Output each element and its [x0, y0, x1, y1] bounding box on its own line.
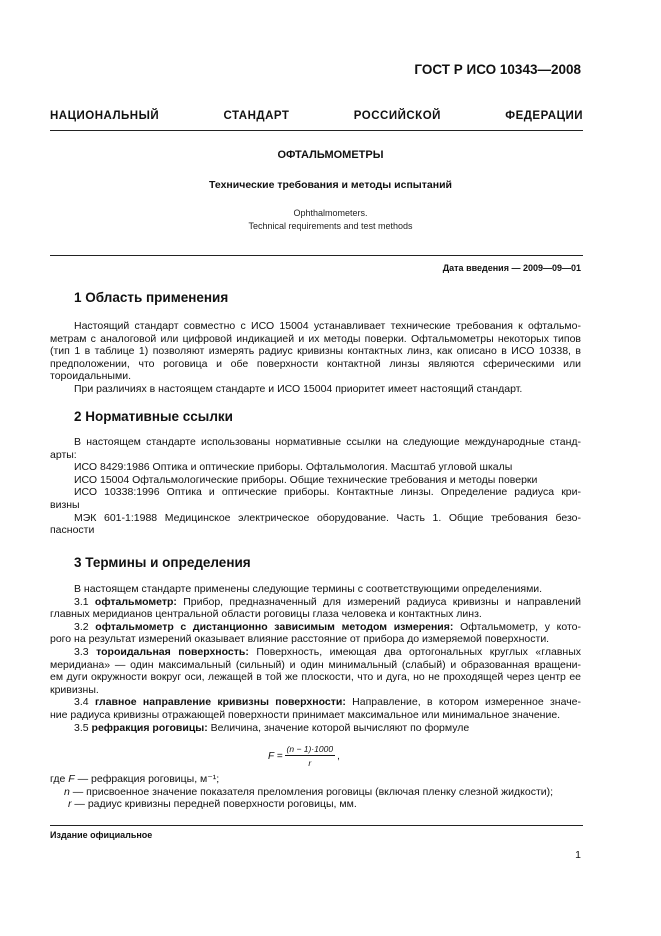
document-subtitle: Технические требования и методы испытаний — [209, 179, 452, 191]
term-number: 3.4 — [74, 696, 89, 709]
reference-item: ИСО 15004 Офтальмологические приборы. Общие технические требования и методы поверки — [74, 473, 538, 486]
term-text: Офтальмометр, у кото- — [460, 620, 582, 633]
text-line: При различиях в настоящем стандарте и ИСО 15004 приоритет имеет настоящий стандарт. — [74, 382, 523, 395]
term-number: 3.1 — [74, 595, 89, 608]
standard-code: ГОСТ Р ИСО 10343—2008 — [414, 62, 581, 77]
edition-note: Издание официальное — [50, 830, 153, 840]
reference-item: МЭК 601-1:1988 Медицинское электрическое оборудование. Часть 1. Общие требования безо- — [74, 511, 581, 524]
english-title-line: Ophthalmometers. — [293, 208, 368, 218]
term-definition — [50, 722, 581, 735]
term-text: Поверхность, имеющая два ортогональных круглых «главных — [256, 645, 581, 658]
legend-text: — радиус кривизны передней поверхности роговицы, мм. — [74, 798, 357, 811]
term-number: 3.5 — [74, 721, 89, 734]
term-definition — [50, 596, 581, 609]
legend-prefix: где — [50, 773, 66, 785]
legend-text: — рефракция роговицы, м⁻¹; — [77, 773, 220, 785]
paragraph — [50, 436, 581, 537]
legend-item — [50, 773, 581, 786]
text-line: предположении, что роговица и обе поверхности контактной линзы являются сферическими или — [50, 357, 581, 370]
text-line: пасности — [50, 524, 95, 537]
term-text: Прибор, предназначенный для измерений радиуса кривизны и направлений — [183, 595, 581, 608]
term-name: офтальмометр: — [94, 595, 177, 608]
term-name: тороидальная поверхность: — [96, 645, 249, 658]
term-name: рефракция роговицы: — [91, 721, 208, 734]
text-line: меридиана» — один максимальный (сильный) и один минимальный (слабый) и образованная вращени- — [50, 658, 581, 671]
text-line: метрам с аналоговой или цифровой индикацией и их методы поверки. Офтальмометры некоторых типов — [50, 332, 581, 345]
text-line: тороидальными. — [50, 370, 131, 383]
formula-legend — [50, 773, 581, 811]
text-line: (тип 1 в таблице 1) позволяют измерять радиус кривизны контактных линз, как описано в ИСО 10338, в — [50, 345, 581, 358]
formula-lhs: F = — [268, 750, 283, 762]
national-standard-banner: НАЦИОНАЛЬНЫЙ СТАНДАРТ РОССИЙСКОЙ ФЕДЕРАЦИИ — [50, 110, 583, 122]
reference-item: ИСО 10338:1996 Оптика и оптические приборы. Контактные линзы. Определение радиуса кри- — [74, 486, 581, 499]
legend-item — [50, 798, 581, 811]
footer-divider — [50, 825, 583, 826]
divider — [50, 255, 583, 256]
legend-symbol: r — [68, 798, 72, 811]
formula-fraction — [285, 744, 336, 768]
paragraph — [50, 583, 581, 734]
text-line: кривизны. — [50, 683, 99, 696]
term-text: Направление, в котором измеренное значе- — [352, 696, 582, 709]
text-line: Настоящий стандарт совместно с ИСО 15004 устанавливает технические требования к офтальмо- — [74, 320, 581, 332]
reference-item: ИСО 8429:1986 Оптика и оптические приборы. Офтальмология. Масштаб угловой шкалы — [74, 461, 513, 474]
term-name: главное направление кривизны поверхности: — [94, 696, 346, 709]
formula-denominator: r — [308, 758, 312, 768]
formula-end: , — [337, 750, 340, 762]
legend-symbol: F — [68, 773, 75, 785]
divider — [50, 130, 583, 131]
legend-symbol: n — [64, 785, 70, 798]
english-title — [0, 207, 661, 233]
legend-text: — присвоенное значение показателя преломления роговицы (включая пленку слезной жидкости); — [72, 785, 554, 798]
introduction-date: Дата введения — 2009—09—01 — [442, 263, 581, 273]
formula-numerator: (n − 1)·1000 — [286, 744, 334, 754]
section-heading: 3 Термины и определения — [74, 555, 251, 570]
english-title-line: Technical requirements and test methods — [248, 221, 413, 231]
paragraph — [50, 320, 581, 396]
text-line: главных меридианов центральной области роговицы глаза человека и контактных линз. — [50, 608, 482, 621]
term-text: Величина, значение которой вычисляют по формуле — [210, 721, 470, 734]
term-number: 3.2 — [74, 620, 89, 633]
term-definition — [50, 696, 581, 709]
term-number: 3.3 — [74, 645, 89, 658]
text-line: В настоящем стандарте использованы нормативные ссылки на следующие международные станд- — [74, 436, 581, 448]
text-line: В настоящем стандарте применены следующие термины с соответствующими определениями. — [74, 583, 543, 595]
text-line: ние радиуса кривизны отражающей поверхности принимает максимальное или минимальное значение. — [50, 708, 561, 721]
text-line: визны — [50, 498, 80, 511]
text-line: арты: — [50, 448, 77, 461]
page-number: 1 — [575, 849, 581, 861]
term-name: офтальмометр с дистанционно зависимым методом измерения: — [95, 620, 454, 633]
formula — [268, 744, 340, 768]
section-heading: 2 Нормативные ссылки — [74, 409, 233, 424]
text-line: ем дуги окружности вокруг оси, лежащей в той же плоскости, что и дуга, но не проходящей через центр ее — [50, 671, 581, 684]
term-definition — [50, 621, 581, 634]
document-title: ОФТАЛЬМОМЕТРЫ — [277, 149, 384, 161]
section-heading: 1 Область применения — [74, 290, 229, 305]
term-definition — [50, 646, 581, 659]
text-line: рого на результат измерений оказывает влияние расстояние от прибора до измеряемой поверхности. — [50, 633, 550, 646]
legend-item — [50, 786, 581, 799]
